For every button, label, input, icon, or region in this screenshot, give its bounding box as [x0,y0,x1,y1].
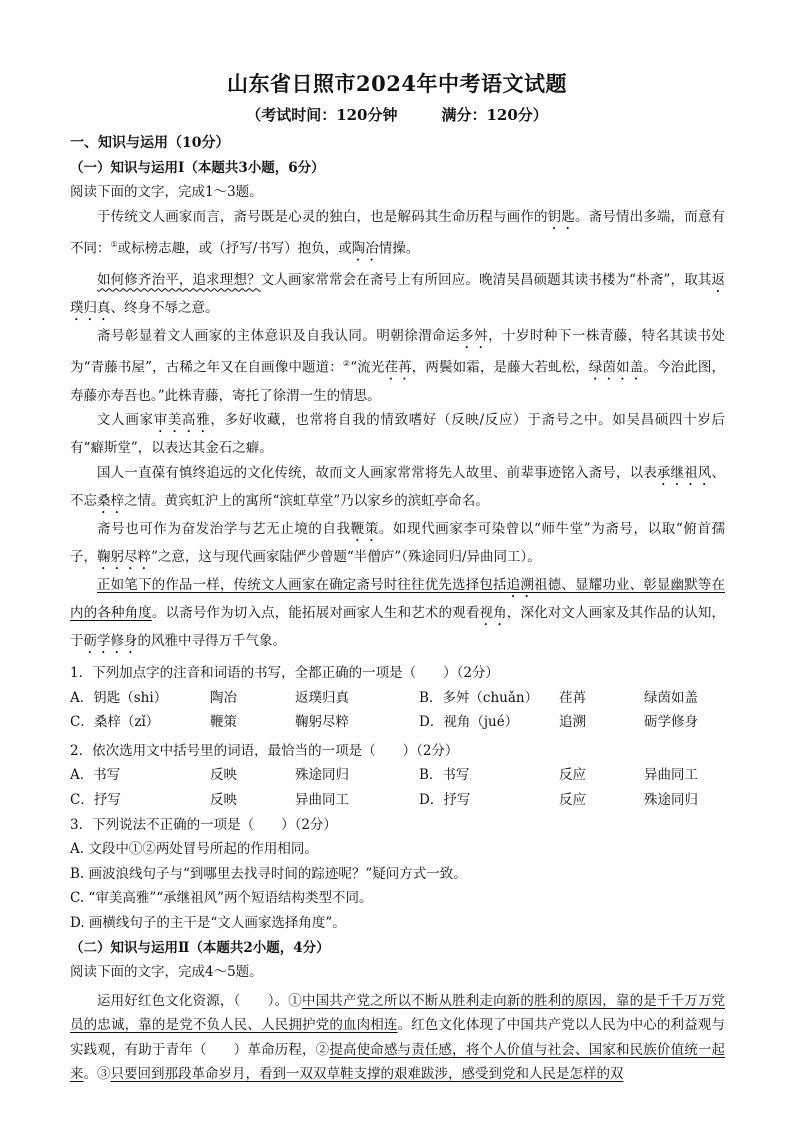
passage-paragraph: 如何修齐治平，追求理想？文人画家常常会在斋号上有所回应。晚清吴昌硕题其读书楼为“朴斋”，取其返璞归真、终身不辱之意。 [70,272,725,317]
question-3-option-c: C. “审美高雅”“承继祖风”两个短语结构类型不同。 [70,890,373,907]
question-2-options: A．书写 反映 殊途同归 B．书写 反应 异曲同工 C．抒写 反映 异曲同工 D．抒写 反应 殊途同归 [70,767,698,808]
exam-info [0,104,794,126]
passage-paragraph: 国人一直葆有慎终追远的文化传统，故而文人画家常常将先人故里、前辈事迹铭入斋号，以表承继祖风、不忘桑梓之情。黄宾虹沪上的寓所“滨虹草堂”乃以家乡的滨虹亭命名。 [70,464,726,509]
passage-paragraph: 斋号也可作为奋发治学与艺无止境的自我鞭策。如现代画家李可染曾以“师牛堂”为斋号，以取“俯首孺子，鞠躬尽粹”之意，这与现代画家陆俨少曾题“半僧庐”（殊途同归/异曲同工）。 [70,520,726,565]
instruction: 阅读下面的文字，完成1～3题。 [70,184,263,201]
page-title: 山东省日照市2024年中考语文试题 [227,71,567,96]
part-heading: （二）知识与运用Ⅱ（本题共2小题，4分） [70,939,330,956]
passage-paragraph: 运用好红色文化资源，（ ）。①中国共产党之所以不断从胜利走向新的胜利的原因，靠的是千千万万党员的忠诚，靠的是党不负人民、人民拥护党的血肉相连。红色文化体现了中国共产党以人民为中心的利益观与实践观，有助于青年（ ）革命历程，②提高使命感与责任感，将个人价值与社会、国家和民族价值统一起来。③只要回到那段革命岁月，看到一双双草鞋支撑的艰难跋涉，感受到党和人民是怎样的双 [70,992,726,1083]
question-3: 3．下列说法不正确的一项是（ ）（2分） [70,816,337,833]
passage-paragraph: 斋号彰显着文人画家的主体意识及自我认同。明朝徐渭命运多舛，十岁时种下一株青藤，特名其读书处为“青藤书屋”，古稀之年又在自画像中题道：②“流光荏苒，两鬓如霜，是藤大若虬松，绿茵如盖。今治此图，寿藤亦寿吾也。”此株青藤，寄托了徐渭一生的情思。 [70,328,726,404]
section-heading: 一、知识与运用（10分） [70,135,230,151]
full-score: 满分：120分） [441,106,548,124]
question-3-option-a: A. 文段中①②两处冒号所起的作用相同。 [70,841,318,858]
passage-paragraph: 正如笔下的作品一样，传统文人画家在确定斋号时往往优先选择包括追溯祖德、显耀功业、彰显幽默等在内的各种角度。以斋号作为切入点，能拓展对画家人生和艺术的观看视角，深化对文人画家及其作品的认知，于砺学修身的风雅中寻得万千气象。 [70,576,726,649]
question-2: 2．依次选用文中括号里的词语，最恰当的一项是（ ）（2分） [70,742,459,759]
question-1-options: A．钥匙（shi） 陶冶 返璞归真 B．多舛（chuǎn） 荏苒 绿茵如盖 C．桑梓（zǐ） 鞭策 鞠躬尽粹 D．视角（jué） 追溯 砺学修身 [70,689,698,731]
passage-paragraph: 文人画家审美高雅，多好收藏，也常将自我的情致嗜好（反映/反应）于斋号之中。如吴昌硕四十岁后有“癖斯堂”，以表达其金石之癖。 [70,412,726,457]
instruction: 阅读下面的文字，完成4～5题。 [70,964,263,981]
part-heading: （一）知识与运用Ⅰ（本题共3小题，6分） [70,159,325,176]
exam-time: （考试时间：120分钟 [246,106,398,124]
passage-paragraph: 于传统文人画家而言，斋号既是心灵的独白，也是解码其生命历程与画作的钥匙。斋号情出多端，而意有不同：①或标榜志趣，或（抒写/书写）抱负，或陶冶情操。 [70,208,726,257]
question-3-option-d: D. 画横线句子的主干是“文人画家选择角度”。 [70,914,346,931]
exam-content [70,131,725,1087]
question-3-option-b: B. 画波浪线句子与“到哪里去找寻时间的踪迹呢？”疑问方式一致。 [70,865,467,882]
question-1: 1．下列加点字的注音和词语的书写，全都正确的一项是（ ）（2分） [70,664,499,681]
